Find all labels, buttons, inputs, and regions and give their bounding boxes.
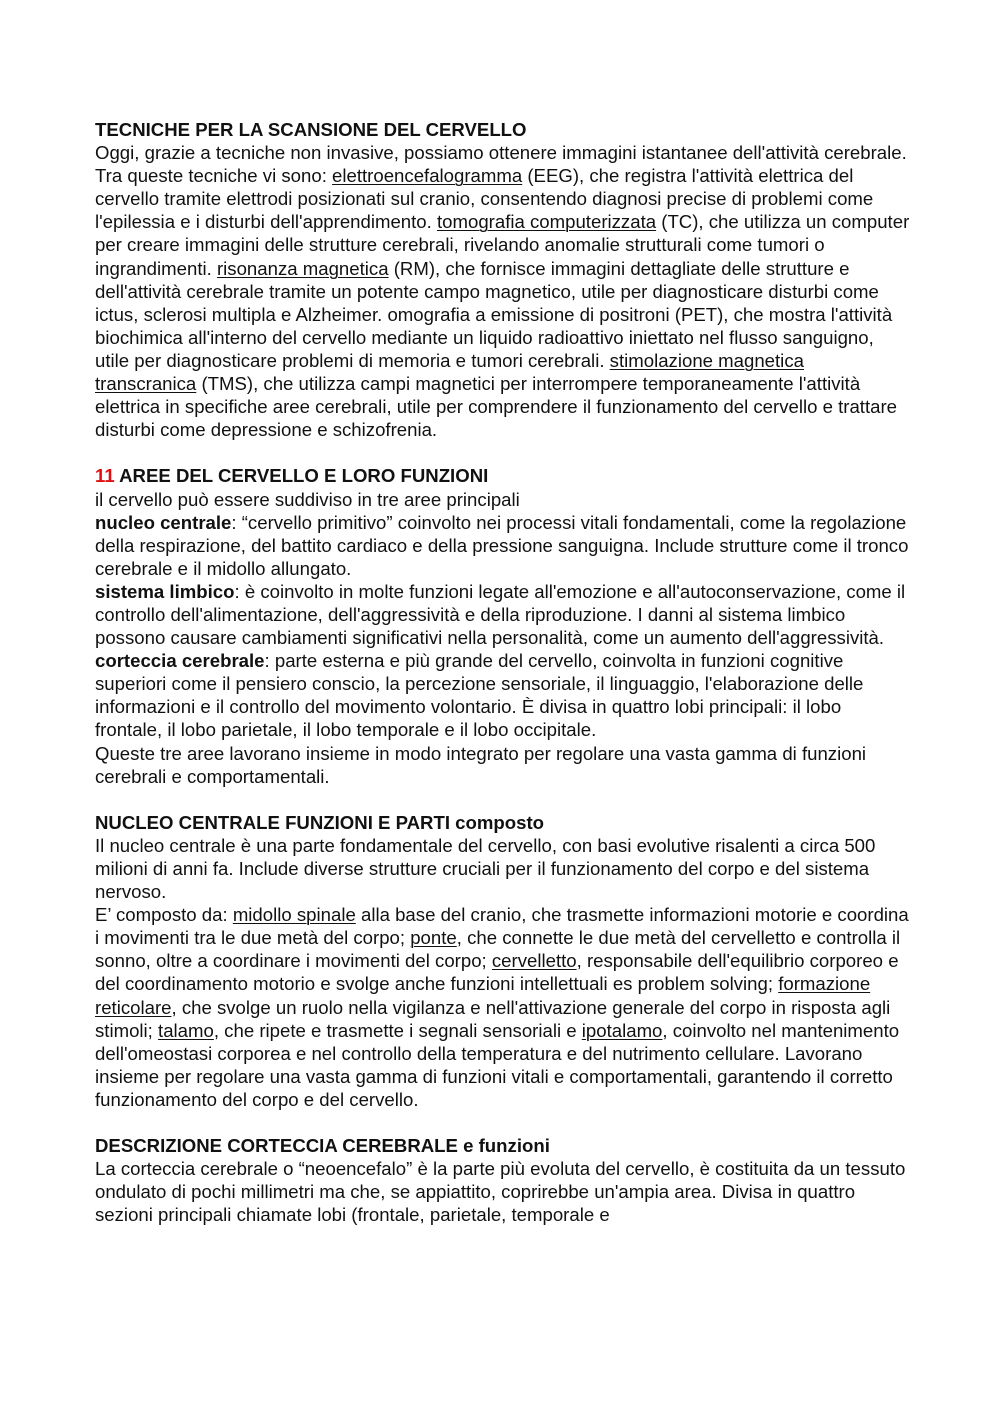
text-span: alla base del cranio, che trasmette informazioni motorie e coordina i movimenti tra le due metà del corpo;	[95, 904, 909, 949]
text-span: : parte esterna e più grande del cervello, coinvolta in funzioni cognitive superiori come il pensiero conscio, la percezione sensoriale, il linguaggio, l'elaborazione delle informazioni e il controllo del movimento volontario. È divisa in quattro lobi principali: il lobo frontale, il lobo parietale, il lobo temporale e il lobo occipitale.	[95, 650, 864, 741]
text-span: : è coinvolto in molte funzioni legate all'emozione e all'autoconservazione, come il controllo dell'alimentazione, dell'aggressività e della riproduzione. I danni al sistema limbico possono causare cambiamenti significativi nella personalità, come un aumento dell'aggressività.	[95, 580, 906, 649]
section-nucleo-centrale	[95, 811, 910, 1111]
paragraph-nucleo-intro: Il nucleo centrale è una parte fondamentale del cervello, con basi evolutive risalenti a circa 500 milioni di anni fa. Include diverse strutture cruciali per il funzionamento del corpo e del sistema nervoso.	[95, 834, 876, 903]
term-corteccia-cerebrale: corteccia cerebrale	[95, 650, 265, 672]
text-span: , che svolge un ruolo nella vigilanza e nell'attivazione generale del corpo in risposta agli stimoli;	[95, 996, 891, 1041]
term-eeg: elettroencefalogramma	[332, 165, 523, 187]
text-span: (RM), che fornisce immagini dettagliate delle strutture e dell'attività cerebrale tramite un potente campo magnetico, utile per diagnosticare disturbi come ictus, sclerosi multipla e Alzheimer. omografia a emissione di positroni (PET), che mostra l'attività biochimica all'interno del cervello mediante un liquido radioattivo iniettato nel flusso sanguigno, utile per diagnosticare problemi di memoria e tumori cerebrali.	[95, 257, 893, 371]
paragraph-brain-scanning	[95, 141, 910, 441]
paragraph-corteccia: La corteccia cerebrale o “neoencefalo” è la parte più evoluta del cervello, è costituita da un tessuto ondulato di pochi millimetri ma che, se appiattito, coprirebbe un'ampia area. Divisa in quattro sezioni principali chiamate lobi (frontale, parietale, temporale e	[95, 1158, 906, 1226]
closing-text: Queste tre aree lavorano insieme in modo integrato per regolare una vasta gamma di funzioni cerebrali e comportamentali.	[95, 742, 867, 787]
term-tms: stimolazione magnetica transcranica	[95, 349, 804, 395]
paragraph-sistema-limbico	[95, 580, 910, 742]
heading-nucleo-centrale: NUCLEO CENTRALE FUNZIONI E PARTI composto	[95, 811, 545, 833]
text-span: (TC), che utilizza un computer per creare immagini delle strutture cerebrali, rivelando anomalie strutturali come tumori o ingrandimenti.	[95, 211, 910, 279]
intro-text: il cervello può essere suddiviso in tre aree principali	[95, 488, 520, 510]
heading-brain-scanning: TECNICHE PER LA SCANSIONE DEL CERVELLO	[95, 119, 527, 140]
text-span: , responsabile dell'equilibrio corporeo e del coordinamento motorio e svolge anche funzioni intellettuali es problem solving;	[95, 950, 899, 995]
term-nucleo-centrale: nucleo centrale	[95, 511, 232, 533]
term-formazione-reticolare: formazione reticolare	[95, 973, 871, 1018]
term-midollo-spinale: midollo spinale	[232, 904, 356, 926]
heading-text: AREE DEL CERVELLO E LORO FUNZIONI	[114, 465, 489, 487]
text-span: (EEG), che registra l'attività elettrica del cervello tramite elettrodi posizionati sul cranio, consentendo diagnosi precise di problemi come l'epilessia e i disturbi dell'apprendimento.	[95, 165, 874, 233]
paragraph-nucleo-centrale	[95, 511, 910, 580]
text-span: Oggi, grazie a tecniche non invasive, possiamo ottenere immagini istantanee dell'attività cerebrale. Tra queste tecniche vi sono:	[95, 142, 907, 187]
term-sistema-limbico: sistema limbico	[95, 580, 235, 602]
paragraph-nucleo-parts	[95, 903, 910, 1111]
term-ponte: ponte	[410, 927, 457, 949]
term-cervelletto: cervelletto	[491, 950, 577, 972]
term-tc: tomografia computerizzata	[436, 211, 657, 233]
text-span: E’ composto da:	[95, 904, 233, 926]
section-number: 11	[95, 465, 115, 487]
term-ipotalamo: ipotalamo	[581, 1019, 663, 1041]
term-rm: risonanza magnetica	[216, 257, 389, 279]
text-span: , coinvolto nel mantenimento dell'omeostasi corporea e nel controllo della temperatura e del nutrimento cellulare. Lavorano insieme per regolare una vasta gamma di funzioni vitali e comportamentali, garantendo il corretto funzionamento del corpo e del cervello.	[95, 1019, 900, 1110]
text-span: : “cervello primitivo” coinvolto nei processi vitali fondamentali, come la regolazione della respirazione, del battito cardiaco e della pressione sanguigna. Include strutture come il tronco cerebrale e il midollo allungato.	[95, 511, 909, 579]
text-span: , che ripete e trasmette i segnali sensoriali e	[213, 1019, 582, 1041]
document-page	[95, 118, 910, 1227]
section-brain-scanning	[95, 118, 910, 441]
section-brain-areas	[95, 464, 910, 787]
term-talamo: talamo	[158, 1019, 214, 1041]
section-corteccia	[95, 1134, 910, 1226]
text-span: , che connette le due metà del cervelletto e controlla il sonno, oltre a coordinare i movimenti del corpo;	[95, 927, 901, 972]
heading-corteccia: DESCRIZIONE CORTECCIA CEREBRALE e funzioni	[95, 1135, 550, 1157]
text-span: (TMS), che utilizza campi magnetici per interrompere temporaneamente l'attività elettrica in specifiche aree cerebrali, utile per comprendere il funzionamento del cervello e trattare disturbi come depressione e schizofrenia.	[95, 373, 898, 441]
heading-brain-areas	[95, 464, 910, 487]
